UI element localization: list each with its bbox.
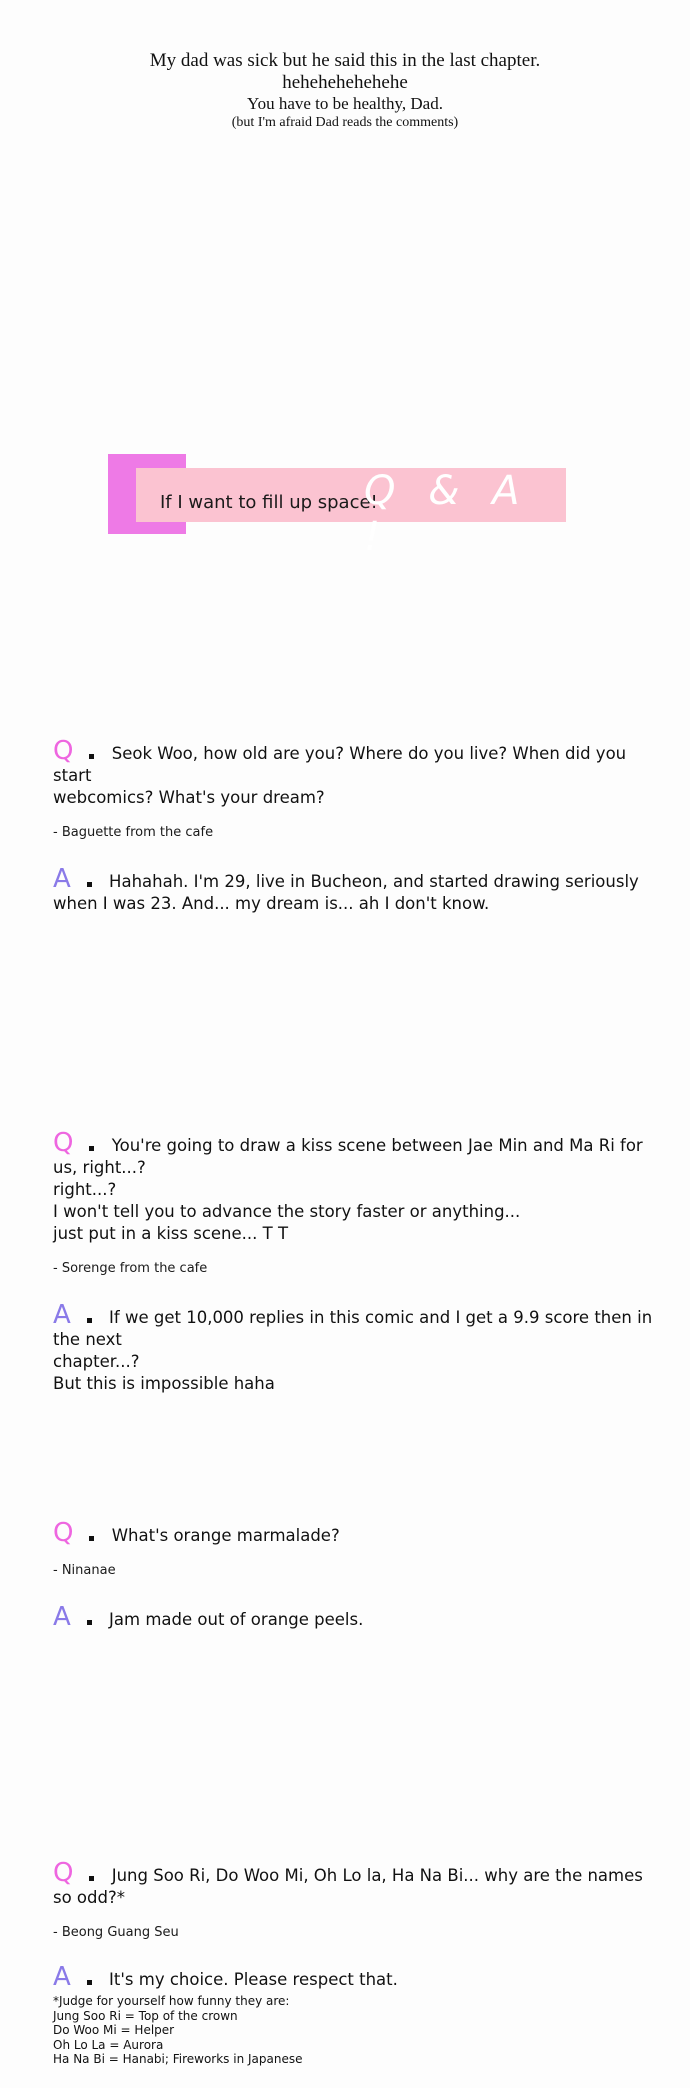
question-line: Jung Soo Ri, Do Woo Mi, Oh Lo la, Ha Na Bi... why are the names so odd?*	[53, 1866, 643, 1907]
answer-line: when I was 23. And... my dream is... ah I don't know.	[53, 894, 490, 913]
a-dot	[87, 1980, 92, 1985]
answer	[53, 1962, 653, 1992]
answer	[53, 1602, 653, 1632]
question-source: - Sorenge from the cafe	[53, 1261, 208, 1276]
intro-line-3: You have to be healthy, Dad.	[247, 94, 443, 113]
question-line: right...?	[53, 1180, 117, 1199]
question-source: - Baguette from the cafe	[53, 825, 214, 840]
intro-line-1: My dad was sick but he said this in the last chapter.	[149, 50, 541, 71]
question-source: - Ninanae	[53, 1563, 116, 1578]
question	[53, 1128, 653, 1245]
question-source: - Beong Guang Seu	[53, 1925, 179, 1940]
answer-line: Hahahah. I'm 29, live in Bucheon, and started drawing seriously	[109, 872, 639, 891]
question-line: just put in a kiss scene... T T	[53, 1224, 289, 1243]
q-mark: Q	[53, 736, 74, 766]
question-line: Seok Woo, how old are you? Where do you live? When did you start	[53, 744, 627, 785]
q-dot	[89, 1536, 94, 1541]
q-mark: Q	[53, 1518, 74, 1548]
footnote	[53, 1994, 303, 2067]
qa-item-4	[53, 1858, 653, 1992]
answer-line: chapter...?	[53, 1352, 140, 1371]
q-dot	[89, 1876, 94, 1881]
a-dot	[87, 1318, 92, 1323]
question-line: What's orange marmalade?	[111, 1526, 340, 1545]
qa-item-2	[53, 1128, 653, 1395]
answer	[53, 1300, 653, 1395]
answer-line: It's my choice. Please respect that.	[109, 1970, 398, 1989]
question	[53, 736, 653, 809]
a-mark: A	[53, 1962, 71, 1992]
question-line: I won't tell you to advance the story faster or anything...	[53, 1202, 521, 1221]
a-dot	[87, 882, 92, 887]
footnote-line: Oh Lo La = Aurora	[53, 2037, 164, 2052]
banner-text: If I want to fill up space!	[160, 492, 378, 513]
a-mark: A	[53, 1602, 71, 1632]
a-dot	[87, 1620, 92, 1625]
banner-title: Q & A !	[364, 468, 530, 560]
answer	[53, 864, 653, 915]
footnote-line: Do Woo Mi = Helper	[53, 2023, 175, 2037]
q-dot	[89, 1146, 94, 1151]
a-mark: A	[53, 864, 71, 894]
q-dot	[89, 754, 94, 759]
qa-item-1	[53, 736, 653, 915]
answer-line: Jam made out of orange peels.	[109, 1610, 364, 1629]
answer-line: But this is impossible haha	[53, 1374, 275, 1393]
intro-line-2: hehehehehehehe	[282, 72, 408, 93]
question-line: webcomics? What's your dream?	[53, 788, 325, 807]
qa-item-3	[53, 1518, 653, 1632]
footnote-line: Jung Soo Ri = Top of the crown	[53, 2008, 238, 2023]
question	[53, 1858, 653, 1909]
answer-line: If we get 10,000 replies in this comic and I get a 9.9 score then in the next	[53, 1308, 653, 1349]
q-mark: Q	[53, 1128, 74, 1158]
intro-text	[0, 50, 690, 131]
footnote-line: *Judge for yourself how funny they are:	[53, 1994, 290, 2008]
question-line: You're going to draw a kiss scene between Jae Min and Ma Ri for us, right...?	[53, 1136, 643, 1177]
footnote-line: Ha Na Bi = Hanabi; Fireworks in Japanese	[53, 2052, 303, 2066]
q-mark: Q	[53, 1858, 74, 1888]
question	[53, 1518, 653, 1548]
intro-line-4: (but I'm afraid Dad reads the comments)	[231, 115, 459, 130]
qa-banner	[108, 454, 568, 560]
a-mark: A	[53, 1300, 71, 1330]
